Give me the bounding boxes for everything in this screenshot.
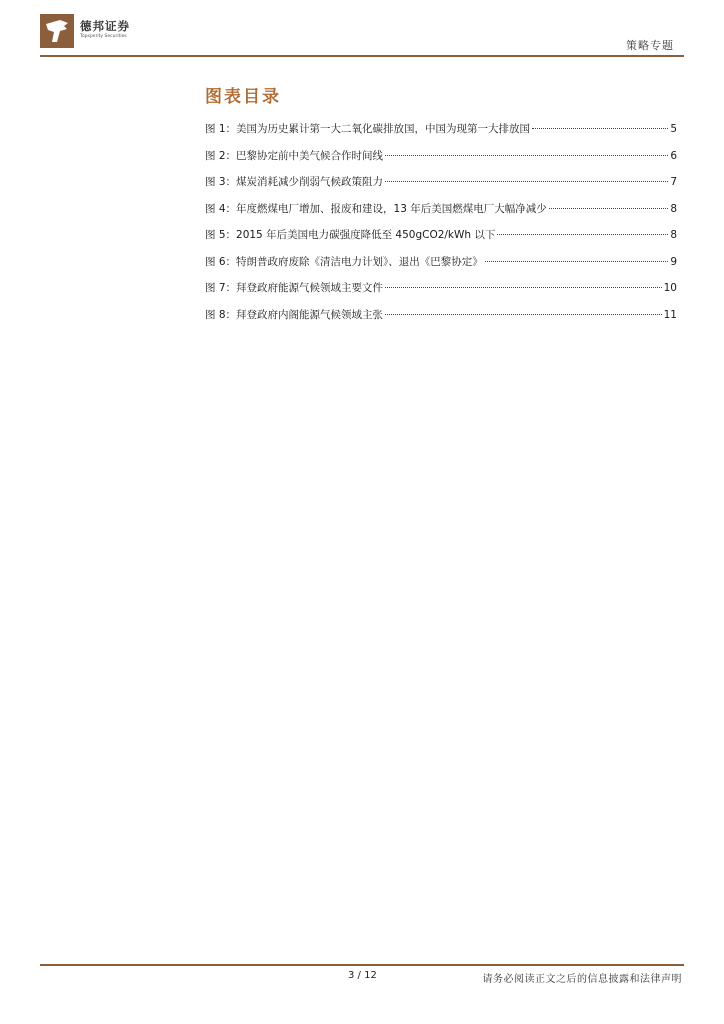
toc-entry[interactable] (205, 280, 677, 307)
toc-entry-label: 图 5：2015 年后美国电力碳强度降低至 450gCO2/kWh 以下 (205, 229, 496, 241)
toc-entry-page: 6 (670, 149, 677, 162)
toc-entry-label: 图 3：煤炭消耗减少削弱气候政策阻力 (205, 176, 384, 188)
logo-text-cn: 德邦证券 (80, 19, 130, 33)
toc-leader-dots (385, 287, 662, 288)
logo-mark-icon (40, 14, 74, 48)
header-divider (40, 55, 684, 57)
toc-entry-page: 7 (670, 176, 677, 188)
toc-entry-page: 11 (663, 308, 677, 321)
logo-text-en: Topsperity Securities (80, 34, 127, 39)
toc-entry[interactable] (205, 148, 677, 175)
page-number: 3 / 12 (348, 970, 377, 981)
section-tag: 策略专题 (626, 39, 674, 52)
toc-entry-label: 图 6：特朗普政府废除《清洁电力计划》、退出《巴黎协定》 (205, 255, 483, 268)
toc-entry-page: 9 (670, 255, 677, 268)
toc-entry-page: 8 (670, 202, 677, 215)
toc-leader-dots (532, 128, 668, 129)
toc-entry-label: 图 7：拜登政府能源气候领域主要文件 (205, 282, 384, 294)
toc-leader-dots (485, 261, 669, 262)
toc-leader-dots (497, 234, 668, 235)
toc-entry[interactable] (205, 201, 677, 228)
toc-leader-dots (385, 181, 668, 182)
toc-leader-dots (385, 155, 668, 156)
toc-entry[interactable] (205, 121, 677, 148)
toc-entry[interactable] (205, 307, 677, 334)
toc-entry-label: 图 4：年度燃煤电厂增加、报废和建设，13 年后美国燃煤电厂大幅净减少 (205, 202, 547, 215)
toc-entry-label: 图 1：美国为历史累计第一大二氧化碳排放国，中国为现第一大排放国 (205, 123, 531, 135)
toc-entry[interactable] (205, 227, 677, 254)
toc-list (205, 121, 677, 333)
toc-entry[interactable] (205, 174, 677, 201)
footer-divider (40, 964, 684, 966)
toc-entry-page: 5 (670, 123, 677, 135)
toc-entry-label: 图 8：拜登政府内阁能源气候领域主张 (205, 308, 384, 321)
toc-leader-dots (549, 208, 669, 209)
toc-entry-label: 图 2：巴黎协定前中美气候合作时间线 (205, 149, 384, 162)
toc-entry[interactable] (205, 254, 677, 281)
footer-disclaimer: 请务必阅读正文之后的信息披露和法律声明 (482, 974, 682, 985)
toc-leader-dots (385, 314, 662, 315)
company-logo (40, 14, 240, 48)
toc-entry-page: 8 (670, 229, 677, 241)
toc-title: 图表目录 (205, 87, 281, 107)
toc-entry-page: 10 (663, 282, 677, 294)
